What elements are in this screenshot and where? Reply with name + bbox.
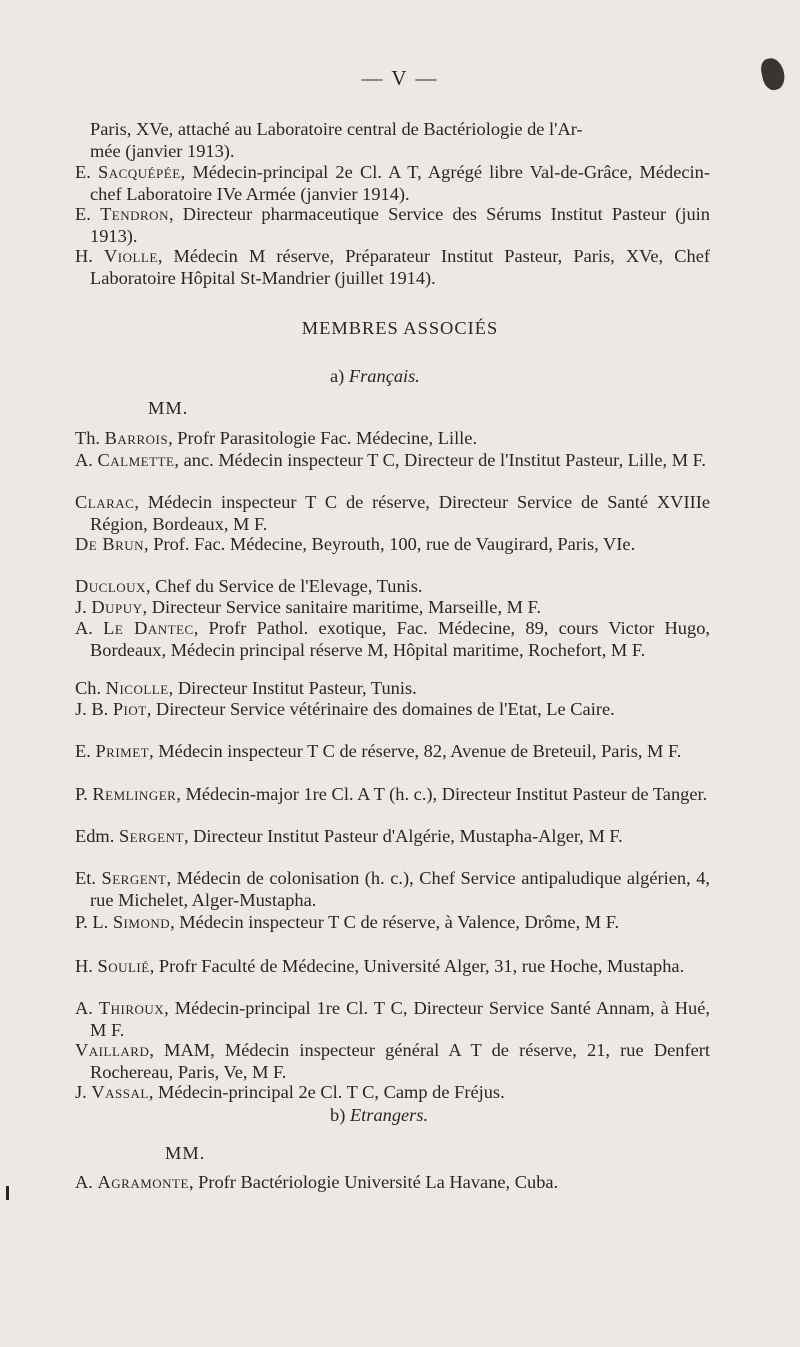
list-item	[75, 956, 710, 978]
entry-initial: A.	[75, 998, 99, 1018]
entry-initial: E.	[75, 204, 101, 224]
entry-name: Violle	[103, 246, 158, 266]
continuation-line-1: Paris, XVe, attaché au Laboratoire central de Bactériologie de l'Ar-	[90, 119, 583, 139]
list-item	[75, 246, 710, 289]
entry-text: , Médecin de colonisation (h. c.), Chef Service antipaludique algérien, 4, rue Michelet, Alger-Mustapha.	[90, 868, 710, 910]
list-item	[75, 1172, 710, 1194]
entry-name: Barrois	[104, 428, 169, 448]
entry-name: Soulié	[97, 956, 150, 976]
entry-text: , Profr Parasitologie Fac. Médecine, Lille.	[168, 428, 478, 448]
entry-name: Vassal	[91, 1082, 149, 1102]
entry-text: , Profr Bactériologie Université La Havane, Cuba.	[188, 1172, 559, 1192]
entry-name: Vaillard	[75, 1040, 150, 1060]
list-item	[75, 534, 710, 556]
list-item	[75, 428, 710, 450]
entry-name: Calmette	[97, 450, 175, 470]
list-item	[75, 1040, 710, 1083]
entry-name: Ducloux	[75, 576, 146, 596]
entry-text: , Médecin inspecteur T C de réserve, 82, Avenue de Breteuil, Paris, M F.	[149, 741, 682, 761]
entry-initial: A.	[75, 450, 98, 470]
list-item	[75, 492, 710, 535]
entry-text: , Directeur pharmaceutique Service des Sérums Institut Pasteur (juin 1913).	[90, 204, 710, 246]
list-item	[75, 618, 710, 661]
entry-text: , Médecin inspecteur T C de réserve, Directeur Service de Santé XVIIIe Région, Bordeaux, M F.	[90, 492, 710, 534]
entry-initial: Th.	[75, 428, 105, 448]
entry-name: Clarac	[75, 492, 135, 512]
list-item	[75, 699, 710, 721]
entry-name: Agramonte	[97, 1172, 189, 1192]
continuation-line-2: mée (janvier 1913).	[90, 140, 235, 161]
entry-text: , Directeur Institut Pasteur d'Algérie, Mustapha-Alger, M F.	[183, 826, 623, 846]
edge-mark	[6, 1186, 9, 1200]
entry-text: , MAM, Médecin inspecteur général A T de réserve, 21, rue Denfert Rochereau, Paris, Ve, M F.	[90, 1040, 710, 1082]
entry-initial: J. B.	[75, 699, 113, 719]
entry-text: , Médecin inspecteur T C de réserve, à Valence, Drôme, M F.	[170, 912, 620, 932]
entry-name: Tendron	[100, 204, 169, 224]
mm-label-a: MM.	[148, 398, 189, 418]
entry-text: , Profr Pathol. exotique, Fac. Médecine, 89, cours Victor Hugo, Bordeaux, Médecin principal réserve M, Hôpital maritime, Rochefort, M F.	[90, 618, 710, 660]
entry-name: Sergent	[101, 868, 167, 888]
entry-initial: E.	[75, 741, 96, 761]
entry-text: , Médecin M réserve, Préparateur Institut Pasteur, Paris, XVe, Chef Laboratoire Hôpital St-Mandrier (juillet 1914).	[90, 246, 710, 288]
list-item	[75, 204, 710, 247]
list-item	[75, 868, 710, 911]
entry-name: Nicolle	[105, 678, 169, 698]
entry-text: , Médecin-major 1re Cl. A T (h. c.), Directeur Institut Pasteur de Tanger.	[176, 784, 708, 804]
page-number: — V —	[361, 66, 439, 90]
list-item	[75, 678, 710, 700]
list-item	[75, 162, 710, 205]
entry-initial: A.	[75, 1172, 98, 1192]
entry-initial: P. L.	[75, 912, 113, 932]
entry-text: , Profr Faculté de Médecine, Université Alger, 31, rue Hoche, Mustapha.	[149, 956, 685, 976]
entry-text: , anc. Médecin inspecteur T C, Directeur de l'Institut Pasteur, Lille, M F.	[174, 450, 706, 470]
subsection-b-prefix: b)	[330, 1105, 346, 1125]
list-item	[75, 1082, 710, 1104]
list-item	[75, 784, 710, 806]
entry-name: Simond	[112, 912, 171, 932]
subsection-a-prefix: a)	[330, 366, 345, 386]
entry-name: Piot	[112, 699, 147, 719]
subsection-b-label: Etrangers.	[349, 1105, 429, 1125]
entry-initial: P.	[75, 784, 93, 804]
subsection-a-label: Français.	[348, 366, 420, 386]
entry-name: Thiroux	[98, 998, 165, 1018]
list-item	[75, 597, 710, 619]
subsection-a	[330, 366, 420, 387]
entry-name: Le Dantec	[103, 618, 194, 638]
list-item	[75, 741, 710, 763]
list-item	[75, 576, 710, 598]
continuation-entry	[90, 119, 710, 162]
entry-name: Dupuy	[91, 597, 143, 617]
entry-text: , Directeur Service sanitaire maritime, Marseille, M F.	[142, 597, 541, 617]
entry-initial: Et.	[75, 868, 102, 888]
entry-initial: A.	[75, 618, 104, 638]
mm-label-b: MM.	[165, 1143, 206, 1163]
section-title: MEMBRES ASSOCIÉS	[301, 318, 499, 338]
entry-initial: Edm.	[75, 826, 119, 846]
entry-name: Sacquépée	[98, 162, 181, 182]
entry-text: , Médecin-principal 1re Cl. T C, Directeur Service Santé Annam, à Hué, M F.	[90, 998, 710, 1040]
entry-name: Primet	[95, 741, 150, 761]
list-item	[75, 998, 710, 1041]
entry-initial: E.	[75, 162, 99, 182]
entry-initial: H.	[75, 956, 98, 976]
entry-initial: Ch.	[75, 678, 106, 698]
entry-name: Sergent	[118, 826, 184, 846]
entry-text: , Prof. Fac. Médecine, Beyrouth, 100, rue de Vaugirard, Paris, VIe.	[144, 534, 636, 554]
entry-text: , Médecin-principal 2e Cl. T C, Camp de Fréjus.	[148, 1082, 505, 1102]
list-item	[75, 450, 710, 472]
entry-text: , Directeur Institut Pasteur, Tunis.	[168, 678, 417, 698]
entry-text: , Médecin-principal 2e Cl. A T, Agrégé libre Val-de-Grâce, Médecin-chef Laboratoire IVe Armée (janvier 1914).	[90, 162, 710, 204]
entry-initial: H.	[75, 246, 104, 266]
entry-initial: J.	[75, 597, 92, 617]
entry-initial: J.	[75, 1082, 92, 1102]
entry-name: De Brun	[75, 534, 145, 554]
list-item	[75, 912, 710, 934]
list-item	[75, 826, 710, 848]
entry-name: Remlinger	[92, 784, 177, 804]
entry-text: , Directeur Service vétérinaire des domaines de l'Etat, Le Caire.	[146, 699, 615, 719]
entry-text: , Chef du Service de l'Elevage, Tunis.	[145, 576, 423, 596]
subsection-b	[330, 1105, 428, 1126]
